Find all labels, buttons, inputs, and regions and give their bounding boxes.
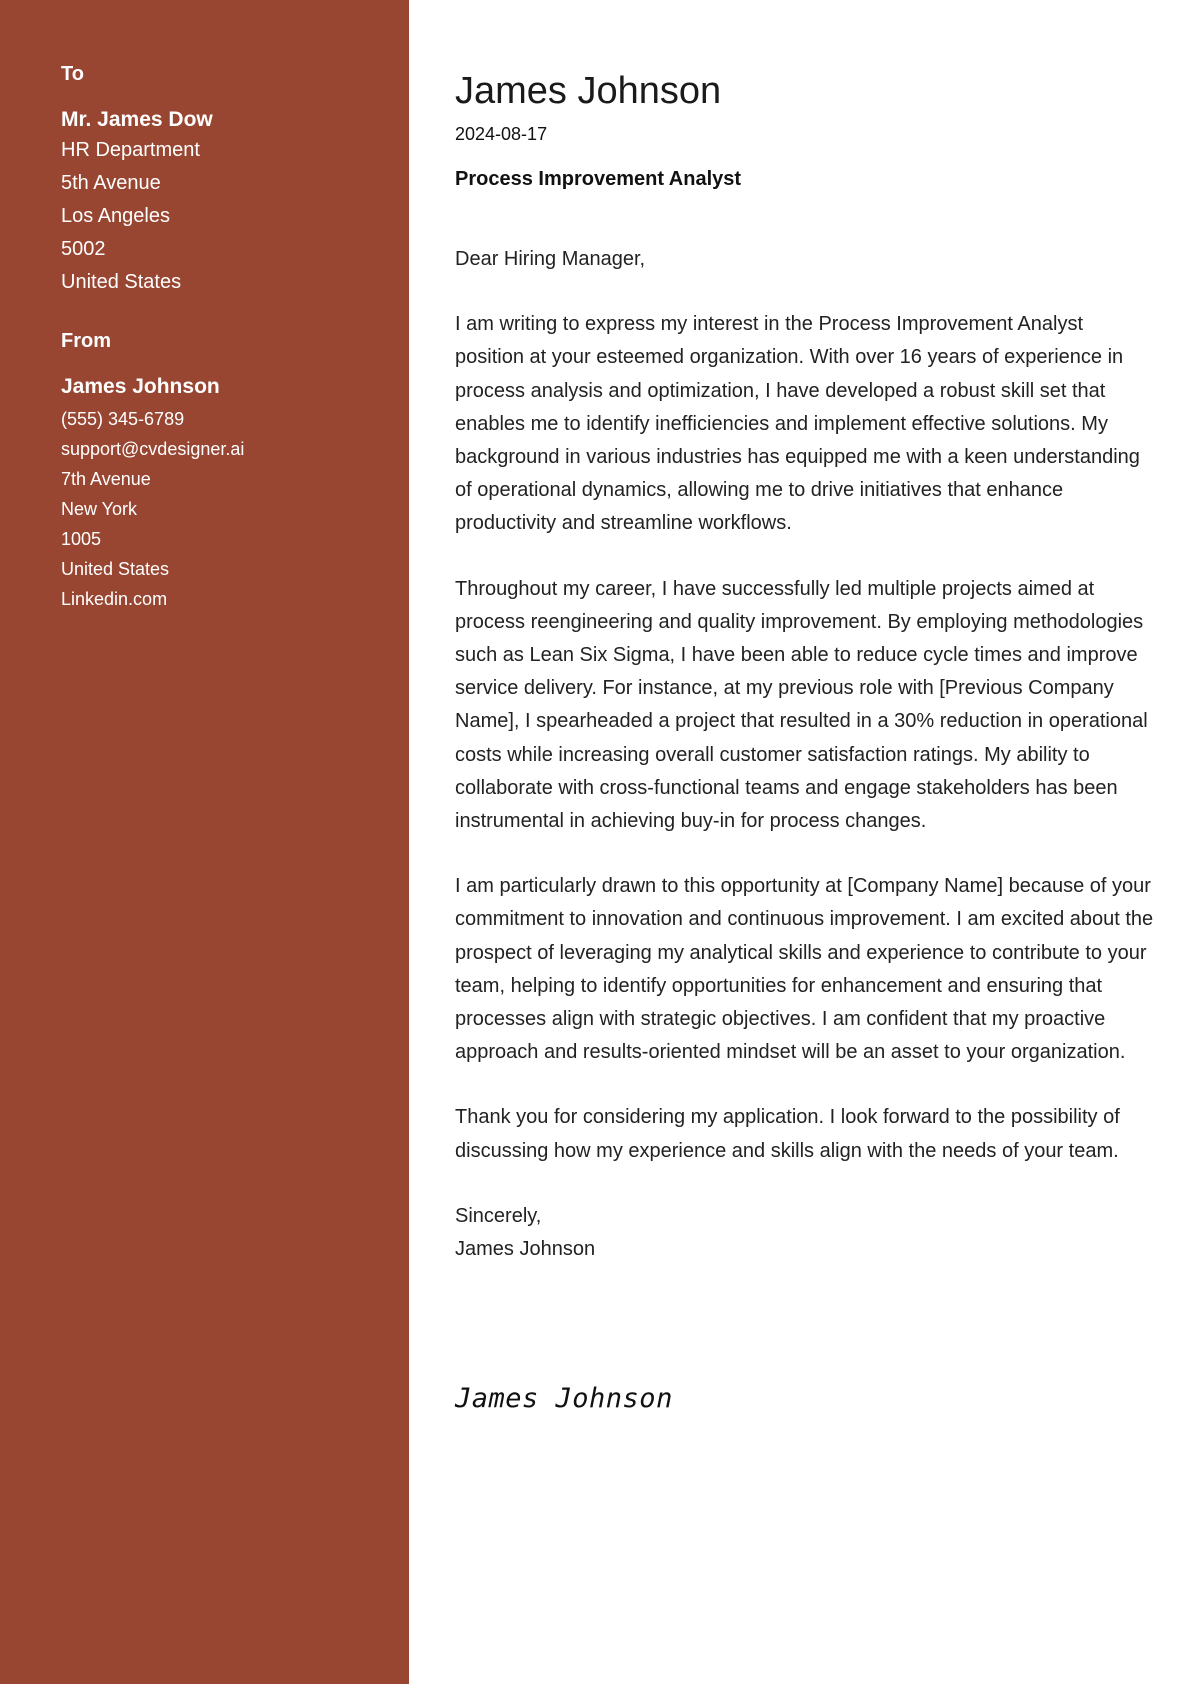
sender-phone: (555) 345-6789 <box>61 409 185 429</box>
sender-block <box>61 373 391 614</box>
letter-date: 2024-08-17 <box>455 124 548 144</box>
closing-name: James Johnson <box>455 1238 596 1261</box>
letter-paragraph-2: Throughout my career, I have successfully led multiple projects aimed at process reengineering and quality improvement. By employing methodologies such as Lean Six Sigma, I have been able to reduce cycle times and improve service delivery. For instance, at my previous role with [Previous Company Name], I spearheaded a project that resulted in a 30% reduction in operational costs while increasing overall customer satisfaction ratings. My ability to collaborate with cross-functional teams and engage stakeholders has been instrumental in achieving buy-in for process changes. <box>455 577 1148 833</box>
recipient-country: United States <box>61 271 182 293</box>
letter-body <box>455 243 1155 1266</box>
letter-paragraph-1: I am writing to express my interest in the Process Improvement Analyst position at your esteemed organization. With over 16 years of experience in process analysis and optimization, I have developed a robust skill set that enables me to identify inefficiencies and implement effective solutions. My background in various industries has equipped me with a keen understanding of operational dynamics, allowing me to drive initiatives that enhance productivity and streamline workflows. <box>455 313 1140 535</box>
recipient-department: HR Department <box>61 139 200 161</box>
closing-phrase: Sincerely, <box>455 1204 542 1227</box>
recipient-city: Los Angeles <box>61 205 170 227</box>
sidebar <box>0 0 409 1684</box>
recipient-street: 5th Avenue <box>61 172 161 194</box>
sender-country: United States <box>61 559 170 579</box>
recipient-name: Mr. James Dow <box>61 108 213 131</box>
letter-paragraph-4: Thank you for considering my application. I look forward to the possibility of discussing how my experience and skills align with the needs of your team. <box>455 1106 1120 1162</box>
from-heading: From <box>61 330 111 352</box>
sender-email: support@cvdesigner.ai <box>61 439 245 459</box>
salutation: Dear Hiring Manager, <box>455 248 646 270</box>
sender-street: 7th Avenue <box>61 469 151 489</box>
sender-website: Linkedin.com <box>61 589 168 609</box>
to-heading: To <box>61 63 84 85</box>
sender-name: James Johnson <box>61 375 220 398</box>
job-title: Process Improvement Analyst <box>455 168 742 190</box>
letter-paragraph-3: I am particularly drawn to this opportunity at [Company Name] because of your commitment to innovation and continuous improvement. I am excited about the prospect of leveraging my analytical skills and experience to contribute to your team, helping to identify opportunities for enhancement and ensuring that processes align with strategic objectives. I am confident that my proactive approach and results-oriented mindset will be an asset to your organization. <box>455 875 1154 1064</box>
recipient-zip: 5002 <box>61 238 106 260</box>
author-name: James Johnson <box>455 70 722 112</box>
sender-city: New York <box>61 499 138 519</box>
closing-block <box>455 1200 1155 1266</box>
recipient-block <box>61 106 391 299</box>
sender-zip: 1005 <box>61 529 102 549</box>
signature: James Johnson <box>455 1383 673 1414</box>
sidebar-content <box>61 60 391 614</box>
